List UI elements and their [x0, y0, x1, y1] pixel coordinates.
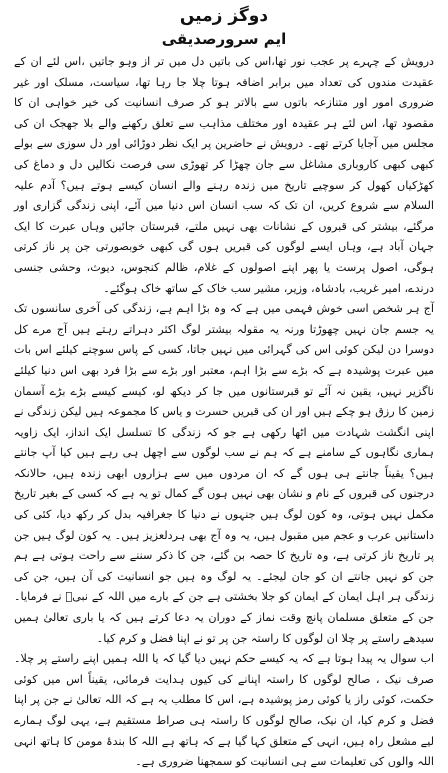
paragraph-1: درویش کے چہرے پر عجب نور تھا،اس کی باتیں دل میں تر از وہو جاتیں ،اس لئے ان کے عقیدت مندوں کی تعداد میں برابر اضافہ ہوتا چلا جا رہا تھا، سیاست، مسلک اور غیر ضروری امور اور متنازعہ باتوں سے بالاتر ہو کر صرف انسانیت کی خیر خواہی ان کا مقصود تھا، اس لئے ہر عقیدہ اور مختلف مذاہب سے تعلق رکھنے والے بلا جھجک ان کی مجلس میں آجایا کرتے تھے۔ درویش نے حاضرین پر ایک نظر دوڑائی اور دل سوزی سے بولے کبھی کبھی کاروباری مشاغل سے جان چھڑا کر تھوڑی سی فرصت نکالیں دل و دماغ کی کھڑکیاں کھول کر سوچیے تاریخ میں زندہ رہنے والے انسان کیسے ہوتے ہیں؟ آدم علیہ السلام سے شروع کریں، ان تک کہ سب انسان اس دنیا میں آئے، اپنی زندگی گزاری اور مرگئے، بیشتر کی قبروں کے نشانات بھی نہیں ملتے، قبرستان جائیں وہاں عبرت کا ایک جہان آباد ہے، وہاں ایسے لوگوں کی قبریں ہوں گی کبھی خوبصورتی جن پر ناز کرتی ہوگی، اصول پرست یا پھر اپنے اصولوں کے غلام، ظالم کنجوس، دیوث، وحشی جنسی درندے، امیر غریب، بادشاہ، وزیر، مشیر سب خاک کے ساتھ خاک ہوگئے۔: [14, 55, 434, 295]
author-byline: ایم سرورصدیقی: [161, 30, 287, 48]
paragraph-2: آج ہر شخص اسی خوش فہمی میں ہے کہ وہ بڑا اہم ہے، زندگی کی آخری سانسوں تک یہ جسم جان نہیں چھوڑتا ورنہ یہ مقولہ بیشتر لوگ اکثر دہراتے رہتے ہیں آج مرے کل دوسرا دن لیکن کوئی اس کی گہرائی میں نہیں جاتا، کسی کے پاس سوچنے کیلئے اس بات میں عبرت پوشیدہ ہے کہ بڑے سے بڑا اہم، معتبر اور بڑے سے بڑا فرد بھی اس دنیا کیلئے ناگزیر نہیں، یقین نہ آئے تو قبرستانوں میں جا کر دیکھ لو، کیسے کیسے بڑے بڑے آسمان زمین کا رزق ہو چکے ہیں اور ان کی قبریں حسرت و یاس کا مجموعہ ہیں لیکن زندگی نے اپنی انگشت شہادت میں اٹھا رکھی ہے جو کہ زندگی کا تسلسل ایک انداز، ایک زاویہ ہماری نگاہوں کے سامنے ہے کہ ہم نے سب لوگوں سے اچھل ہی رہے ہیں کیا آپ جانتے ہیں؟ یقیناً جانتے ہی ہوں گے کہ ان مردوں میں سے ہزاروں ابھی زندہ ہیں، حالانکہ درجنوں کی قبروں کے نام و نشان بھی نہیں ہوں گے کمال تو یہ ہے کہ کسی کے بغیر تاریخ مکمل نہیں ہوتی، وہ کون لوگ ہیں جنہوں نے دنیا کا جغرافیہ بدل کر رکھ دیا، کئی کی داستانیں عرب و عجم میں مقبول ہیں، یہ وہ آج بھی ہردلعزیز ہیں۔ یہ کون لوگ ہیں جن پر تاریخ ناز کرتی ہے، وہ تاریخ کا حصہ بن گئے، جن کا ذکر سننے سے راحت ہوتی ہے ہم جن کو نہیں جانتے ان کو جان لیجئے۔ یہ لوگ وہ ہیں جو انسانیت کی آن ہیں، جن کی زندگی ہر اہل ایمان کے ایمان کو جلا بخشتی ہے جن کے بارے میں اللہ کے نبیؐ نے فرمایا۔ جن کے متعلق مسلمان پانچ وقت نماز کے دوران یہ دعا کرتے ہیں کہ یا باری تعالیٰ ہمیں سیدھے راستے پر چلا ان لوگوں کا راستہ جن پر تو نے اپنا فضل و کرم کیا۔: [14, 302, 434, 645]
article-title: دوگز زمیں: [179, 6, 269, 26]
paragraph-3: اب سوال یہ پیدا ہوتا ہے کہ یہ کیسے حکم نہیں دیا گیا کہ یا اللہ ہمیں اپنے راستے پر چلا۔ صرف نیک ، صالح لوگوں کا راستہ اپنانے کی کیوں ہدایت فرمائی، یقیناً اس میں کوئی حکمت، کوئی راز یا کوئی رمز پوشیدہ ہے، اس کا مطلب یہ ہے کہ اللہ تعالیٰ نے جن پر اپنا فضل و کرم کیا، ان نیک، صالح لوگوں کا راستہ ہی صراط مستقیم ہے، یہی لوگ ہمارے لیے مشعل راہ ہیں، انہی کے متعلق کہا گیا ہے کہ ہاتھ ہے اللہ کا بندۂ مومن کا ہاتھ انہی اللہ والوں کی تعلیمات سے ہی انسانیت کو سمجھنا ضروری ہے۔: [14, 652, 434, 769]
